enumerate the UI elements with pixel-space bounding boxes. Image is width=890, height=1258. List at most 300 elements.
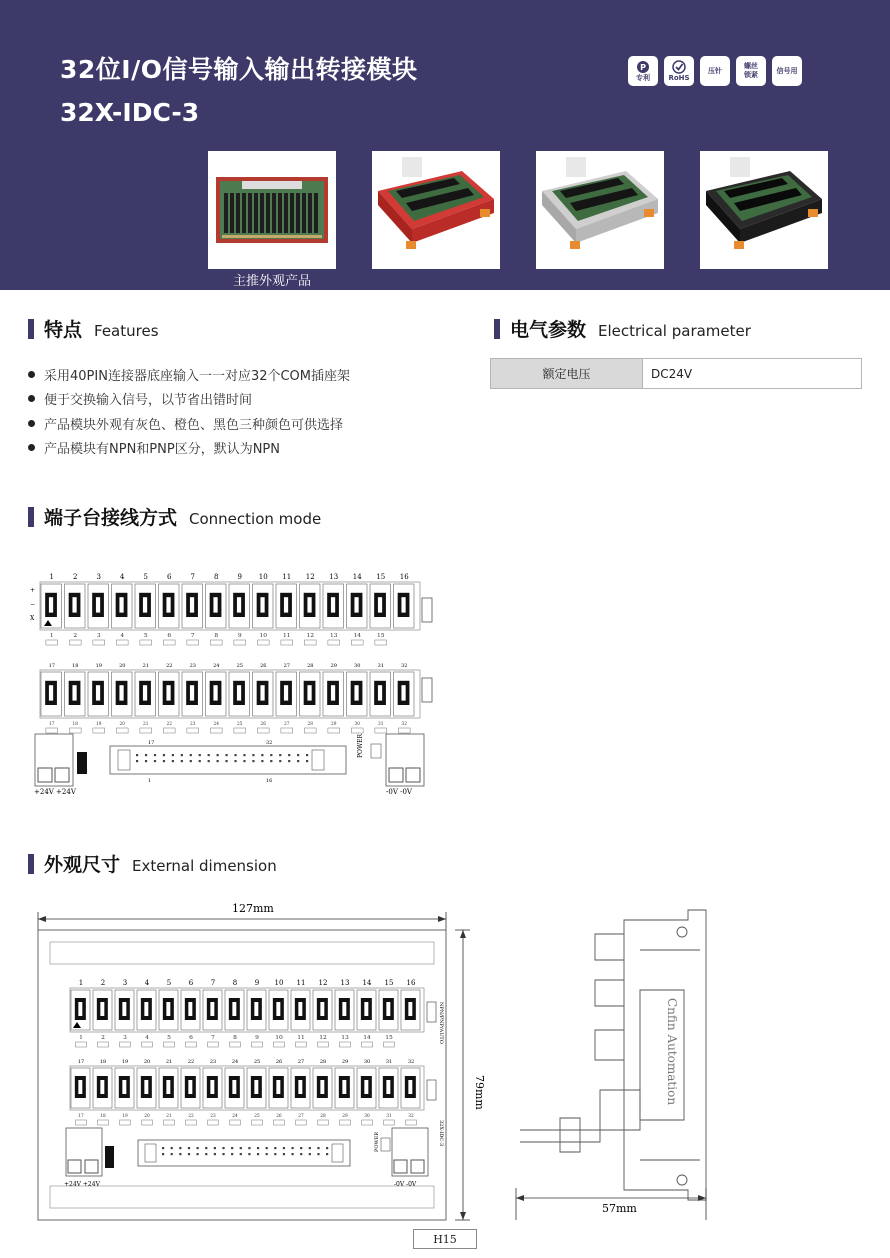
terminal-number-bottom: 10 <box>259 632 268 639</box>
terminal-number: 1 <box>78 979 84 987</box>
label-slot <box>164 1042 175 1047</box>
header-pin <box>197 1147 199 1149</box>
label-slot <box>384 1042 395 1047</box>
terminal-number-bottom: 6 <box>167 632 172 639</box>
feature-text: 产品模块外观有灰色、橙色、黑色三种颜色可供选择 <box>44 417 344 433</box>
terminal-number-bottom: 18 <box>100 1114 106 1119</box>
terminal-number: 9 <box>237 573 242 581</box>
label-slot <box>120 1042 131 1047</box>
header-pin <box>188 1153 190 1155</box>
model-number: 32X-IDC-3 <box>60 98 200 127</box>
terminal-number: 15 <box>376 573 386 581</box>
label-slot <box>187 640 199 645</box>
label-slot <box>318 1120 329 1125</box>
label-slot <box>98 1120 109 1125</box>
brand-logo: Cnfin Automation <box>665 998 679 1106</box>
header-pin <box>261 754 263 756</box>
terminal-number: 17 <box>48 663 55 669</box>
terminal-number: 17 <box>77 1059 85 1065</box>
module-photo-gray <box>536 151 664 269</box>
header-pin <box>300 1147 302 1149</box>
header-pin <box>181 760 183 762</box>
terminal-pin-icon <box>190 685 194 700</box>
label-slot <box>230 1120 241 1125</box>
header-pin <box>231 1147 233 1149</box>
rohs-icon <box>664 56 694 86</box>
feature-text: 采用40PIN连接器底座输入一一对应32个COM插座架 <box>44 368 351 384</box>
header-pin <box>231 1153 233 1155</box>
terminal-number-bottom: 20 <box>119 722 125 727</box>
features-list <box>28 362 350 460</box>
terminal-number: 30 <box>363 1059 371 1065</box>
terminal-pin-icon <box>122 1002 126 1016</box>
feature-text: 便于交换输入信号，以节省出错时间 <box>44 393 253 409</box>
terminal-number: 27 <box>283 663 290 669</box>
header-pin <box>248 1153 250 1155</box>
terminal-number: 32 <box>401 663 408 669</box>
terminal-pin-icon <box>254 1002 258 1016</box>
left-terminal-label: +24V +24V <box>34 788 76 796</box>
terminal-number-bottom: 11 <box>297 1034 305 1041</box>
label-slot <box>304 640 316 645</box>
dimension-heading <box>28 850 277 877</box>
header-pin <box>297 754 299 756</box>
pin1-marker-icon <box>44 620 52 626</box>
header-pin-17: 17 <box>148 740 155 746</box>
label-slot <box>46 640 58 645</box>
label-slot <box>257 640 269 645</box>
pin1-marker-icon <box>73 1022 81 1028</box>
header-pin <box>154 760 156 762</box>
terminal-number-bottom: 13 <box>329 632 338 639</box>
dimension-title-en: External dimension <box>132 857 277 875</box>
terminal-number: 28 <box>307 663 314 669</box>
label-slot <box>210 640 222 645</box>
terminal-number-bottom: 25 <box>237 722 243 727</box>
terminal-number-bottom: 27 <box>298 1114 304 1119</box>
product-photos <box>208 151 828 269</box>
label-slot <box>142 1120 153 1125</box>
terminal-number: 29 <box>330 663 337 669</box>
label-slot <box>281 640 293 645</box>
header-pin <box>225 754 227 756</box>
terminal-number: 24 <box>213 663 220 669</box>
label-slot <box>296 1120 307 1125</box>
terminal-pin-icon <box>307 685 311 700</box>
terminal-number-bottom: 15 <box>376 632 385 639</box>
label-slot <box>140 640 152 645</box>
terminal-number: 10 <box>258 573 268 581</box>
label-slot <box>93 640 105 645</box>
terminal-number: 2 <box>73 573 78 581</box>
terminal-pin-icon <box>210 1002 214 1016</box>
electrical-heading <box>494 315 751 342</box>
terminal-number: 4 <box>120 573 125 581</box>
terminal-pin-icon <box>378 597 382 612</box>
label-slot <box>186 1042 197 1047</box>
terminal-number-bottom: 14 <box>353 632 362 639</box>
header-pin <box>205 1153 207 1155</box>
header-pin <box>234 760 236 762</box>
right-terminal-label: -0V -0V <box>386 788 412 796</box>
label-slot <box>186 1120 197 1125</box>
header-pin <box>283 1147 285 1149</box>
header-pin <box>252 754 254 756</box>
header-pin <box>306 760 308 762</box>
patent-icon <box>628 56 658 86</box>
terminal-number: 23 <box>209 1059 217 1065</box>
electrical-title-cn: 电气参数 <box>510 319 587 341</box>
header-pin <box>300 1153 302 1155</box>
terminal-pin-icon <box>232 1080 236 1094</box>
terminal-number-bottom: 1 <box>79 1034 83 1041</box>
terminal-number: 25 <box>236 663 243 669</box>
terminal-number: 3 <box>122 979 128 987</box>
label-slot <box>98 1042 109 1047</box>
header-pin <box>274 1153 276 1155</box>
label-slot <box>116 640 128 645</box>
terminal-number: 32 <box>407 1059 415 1065</box>
header-pin <box>179 1147 181 1149</box>
terminal-pin-icon <box>364 1002 368 1016</box>
label-slot <box>93 728 105 733</box>
terminal-pin-icon <box>342 1002 346 1016</box>
label-slot <box>252 1042 263 1047</box>
terminal-pin-icon <box>72 597 76 612</box>
terminal-number-bottom: 17 <box>78 1114 84 1119</box>
terminal-number: 19 <box>121 1059 129 1065</box>
photo-caption: 主推外观产品 <box>232 274 311 289</box>
header-pin <box>190 760 192 762</box>
terminal-number-bottom: 25 <box>254 1114 260 1119</box>
header-pin <box>217 754 219 756</box>
terminal-number-bottom: 20 <box>144 1114 150 1119</box>
header-pin <box>199 760 201 762</box>
terminal-number-bottom: 22 <box>166 722 172 727</box>
header-pin <box>214 1147 216 1149</box>
terminal-number-bottom: 1 <box>49 632 54 639</box>
terminal-number-bottom: 19 <box>122 1114 128 1119</box>
header-pin-32: 32 <box>266 740 273 746</box>
terminal-pin-icon <box>96 597 100 612</box>
label-slot <box>252 1120 263 1125</box>
crimp-pin-label: 压针 <box>708 66 722 75</box>
header-pin <box>326 1153 328 1155</box>
terminal-pin-icon <box>100 1002 104 1016</box>
terminal-number-bottom: 8 <box>233 1034 237 1041</box>
patent-label: 专利 <box>636 73 650 82</box>
table-cell-value: DC24V <box>651 366 693 381</box>
terminal-number-bottom: 7 <box>190 632 195 639</box>
mark-plus: + <box>30 587 36 594</box>
terminal-number-bottom: 9 <box>255 1034 259 1041</box>
right-terminal-label: -0V -0V <box>394 1181 417 1188</box>
terminal-number: 21 <box>165 1059 173 1065</box>
label-slot <box>208 1120 219 1125</box>
rohs-label: RoHS <box>668 73 690 82</box>
header-pin <box>261 760 263 762</box>
terminal-number: 11 <box>296 979 306 987</box>
header-pin <box>279 754 281 756</box>
header-pin <box>136 754 138 756</box>
terminal-pin-icon <box>144 1002 148 1016</box>
list-item <box>28 387 350 412</box>
terminal-pin-icon <box>354 597 358 612</box>
terminal-number-bottom: 5 <box>167 1034 171 1041</box>
terminal-number-bottom: 32 <box>408 1114 414 1119</box>
terminal-pin-icon <box>49 597 53 612</box>
terminal-pin-icon <box>331 685 335 700</box>
label-slot <box>140 728 152 733</box>
terminal-pin-icon <box>401 685 405 700</box>
header-pin <box>288 760 290 762</box>
terminal-number: 22 <box>166 663 173 669</box>
terminal-pin-icon <box>401 597 405 612</box>
screw-lock-icon <box>736 56 766 86</box>
terminal-number: 12 <box>305 573 315 581</box>
terminal-pin-icon <box>122 1080 126 1094</box>
header-pin <box>234 754 236 756</box>
label-slot <box>318 1042 329 1047</box>
terminal-number-bottom: 28 <box>320 1114 326 1119</box>
terminal-pin-icon <box>213 685 217 700</box>
header-pin <box>154 754 156 756</box>
terminal-number: 20 <box>143 1059 151 1065</box>
connection-title-cn: 端子台接线方式 <box>44 507 178 529</box>
module-photo-black <box>700 151 828 269</box>
label-slot <box>76 1042 87 1047</box>
label-slot <box>76 1120 87 1125</box>
header-pin <box>309 1147 311 1149</box>
terminal-number: 8 <box>232 979 238 987</box>
terminal-number: 22 <box>187 1059 195 1065</box>
heading-bar <box>28 507 34 527</box>
header-pin <box>266 1147 268 1149</box>
list-item <box>28 436 350 461</box>
label-slot <box>142 1042 153 1047</box>
header-pin <box>257 1147 259 1149</box>
terminal-number-bottom: 15 <box>385 1034 393 1041</box>
label-slot <box>234 640 246 645</box>
header-pin <box>283 1153 285 1155</box>
dimension-diagram <box>0 890 890 1226</box>
power-label: POWER <box>374 1131 380 1152</box>
svg-text:P: P <box>640 62 646 72</box>
terminal-number-bottom: 23 <box>190 722 196 727</box>
terminal-number: 18 <box>99 1059 107 1065</box>
model-side-label: 32X-IDC-3 <box>438 1120 444 1147</box>
header-pin <box>243 754 245 756</box>
header-pin <box>181 754 183 756</box>
terminal-pin-icon <box>386 1002 390 1016</box>
terminal-number-bottom: 24 <box>232 1114 238 1119</box>
connection-heading <box>28 503 321 530</box>
header-pin <box>179 1153 181 1155</box>
header-pin <box>190 754 192 756</box>
header-pin <box>240 1153 242 1155</box>
terminal-pin-icon <box>354 685 358 700</box>
label-slot <box>69 640 81 645</box>
label-slot <box>69 728 81 733</box>
header-pin <box>222 1147 224 1149</box>
terminal-number: 12 <box>318 979 328 987</box>
header-pin <box>257 1153 259 1155</box>
header-pin <box>291 1147 293 1149</box>
label-slot <box>208 1042 219 1047</box>
header-pin-1: 1 <box>148 778 152 784</box>
module-photo-red <box>372 151 500 269</box>
header-pin <box>136 760 138 762</box>
label-slot <box>257 728 269 733</box>
header-pin <box>252 760 254 762</box>
terminal-number: 11 <box>282 573 292 581</box>
terminal-number: 16 <box>406 979 416 987</box>
label-slot <box>340 1120 351 1125</box>
power-label: POWER <box>357 733 364 758</box>
signal-label: 信号用 <box>776 66 798 75</box>
header-pin <box>291 1153 293 1155</box>
terminal-number: 29 <box>341 1059 349 1065</box>
terminal-number: 6 <box>188 979 194 987</box>
features-heading <box>28 315 159 342</box>
label-slot <box>375 640 387 645</box>
label-slot <box>230 1042 241 1047</box>
header-pin <box>317 1153 319 1155</box>
terminal-number-bottom: 5 <box>143 632 148 639</box>
list-item <box>28 362 350 387</box>
label-slot <box>398 728 410 733</box>
terminal-number-bottom: 26 <box>260 722 266 727</box>
terminal-number-bottom: 12 <box>319 1034 327 1041</box>
header-pin <box>208 754 210 756</box>
width-dimension-label: 127mm <box>232 902 274 915</box>
header-pin <box>205 1147 207 1149</box>
terminal-pin-icon <box>166 1002 170 1016</box>
header-pin <box>199 754 201 756</box>
terminal-number-bottom: 31 <box>386 1114 392 1119</box>
terminal-number: 10 <box>274 979 284 987</box>
terminal-number: 23 <box>189 663 196 669</box>
header-pin <box>317 1147 319 1149</box>
label-slot <box>46 728 58 733</box>
connection-diagram <box>0 560 890 800</box>
terminal-number-bottom: 28 <box>307 722 313 727</box>
header-pin <box>172 760 174 762</box>
terminal-pin-icon <box>342 1080 346 1094</box>
terminal-pin-icon <box>166 685 170 700</box>
certification-badges <box>628 56 802 86</box>
terminal-number: 4 <box>144 979 150 987</box>
terminal-number-bottom: 11 <box>282 632 291 639</box>
terminal-pin-icon <box>119 597 123 612</box>
terminal-number-bottom: 4 <box>145 1034 149 1041</box>
label-slot <box>304 728 316 733</box>
terminal-pin-icon <box>260 597 264 612</box>
header-pin <box>279 760 281 762</box>
terminal-number-bottom: 21 <box>166 1114 172 1119</box>
terminal-number: 25 <box>253 1059 261 1065</box>
header-pin <box>171 1153 173 1155</box>
terminal-pin-icon <box>237 597 241 612</box>
label-slot <box>116 728 128 733</box>
label-slot <box>163 640 175 645</box>
terminal-pin-icon <box>298 1080 302 1094</box>
terminal-pin-icon <box>119 685 123 700</box>
heading-bar <box>494 319 500 339</box>
side-width-dimension-label: 57mm <box>602 1202 637 1215</box>
terminal-number-bottom: 26 <box>276 1114 282 1119</box>
features-title-cn: 特点 <box>44 319 83 341</box>
terminal-number: 24 <box>231 1059 239 1065</box>
terminal-pin-icon <box>331 597 335 612</box>
terminal-number-bottom: 8 <box>214 632 219 639</box>
terminal-number-bottom: 18 <box>72 722 78 727</box>
terminal-pin-icon <box>143 685 147 700</box>
module-photo-red-frame <box>208 151 336 269</box>
header-pin <box>306 754 308 756</box>
terminal-number: 19 <box>95 663 102 669</box>
bullet-icon <box>28 420 35 427</box>
terminal-pin-icon <box>188 1080 192 1094</box>
terminal-pin-icon <box>386 1080 390 1094</box>
header-pin <box>145 754 147 756</box>
terminal-number-bottom: 19 <box>96 722 102 727</box>
terminal-number-bottom: 12 <box>306 632 315 639</box>
terminal-number: 27 <box>297 1059 305 1065</box>
terminal-number-bottom: 31 <box>378 722 384 727</box>
terminal-number: 3 <box>96 573 101 581</box>
terminal-number: 31 <box>377 663 384 669</box>
label-slot <box>296 1042 307 1047</box>
terminal-number: 30 <box>354 663 361 669</box>
terminal-pin-icon <box>188 1002 192 1016</box>
terminal-pin-icon <box>78 1002 82 1016</box>
header-pin <box>297 760 299 762</box>
terminal-number: 20 <box>119 663 126 669</box>
terminal-pin-icon <box>320 1080 324 1094</box>
terminal-pin-icon <box>166 597 170 612</box>
terminal-number-bottom: 21 <box>143 722 149 727</box>
header-pin <box>162 1147 164 1149</box>
left-terminal-label: +24V +24V <box>64 1181 100 1188</box>
header-pin <box>163 760 165 762</box>
header-pin <box>222 1153 224 1155</box>
signal-icon <box>772 56 802 86</box>
terminal-number: 14 <box>352 573 362 581</box>
terminal-pin-icon <box>260 685 264 700</box>
terminal-pin-icon <box>408 1002 412 1016</box>
bullet-icon <box>28 395 35 402</box>
label-slot <box>351 640 363 645</box>
header-pin <box>162 1153 164 1155</box>
header-pin <box>208 760 210 762</box>
heading-bar <box>28 854 34 874</box>
header-pin <box>197 1153 199 1155</box>
label-slot <box>362 1120 373 1125</box>
terminal-pin-icon <box>284 685 288 700</box>
label-slot <box>281 728 293 733</box>
table-cell-key: 额定电压 <box>491 359 643 388</box>
features-title-en: Features <box>94 322 159 340</box>
header-pin <box>188 1147 190 1149</box>
header-pin <box>171 1147 173 1149</box>
terminal-number-bottom: 30 <box>364 1114 370 1119</box>
terminal-number-bottom: 3 <box>123 1034 127 1041</box>
terminal-pin-icon <box>254 1080 258 1094</box>
terminal-number-bottom: 23 <box>210 1114 216 1119</box>
label-slot <box>120 1120 131 1125</box>
terminal-number: 5 <box>166 979 172 987</box>
